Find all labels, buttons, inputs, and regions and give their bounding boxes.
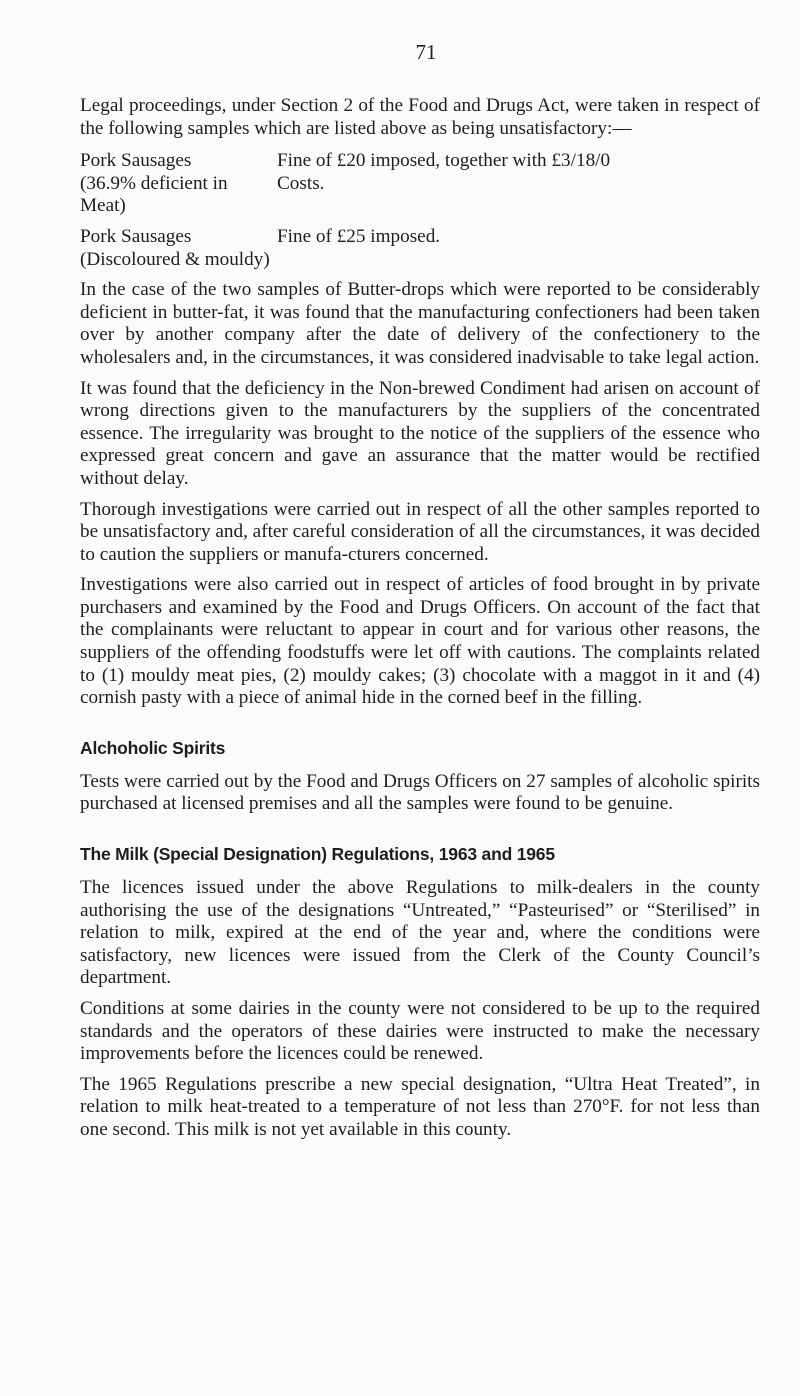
legal-proceedings-list <box>80 150 760 271</box>
sample-detail: (Discoloured & mouldy) <box>80 248 270 270</box>
sample-entry <box>80 150 760 218</box>
milk-regulations-heading: The Milk (Special Designation) Regulations, 1963 and 1965 <box>80 844 555 865</box>
document-page <box>80 40 760 1150</box>
sample-outcome: Fine of £20 imposed, together with £3/18/0 <box>277 150 611 172</box>
dairies-paragraph: Conditions at some dairies in the county were not considered to be up to the required standards and the operators of these dairies were instructed to make the necessary improvements before the licences could be renewed. <box>80 998 760 1065</box>
butter-drops-paragraph: In the case of the two samples of Butter-drops which were reported to be considerably deficient in butter-fat, it was found that the manufacturing confectioners had been taken over by another company after the date of delivery of the confectionery to the wholesalers and, in the circumstances, it was considered inadvisable to take legal action. <box>80 279 760 368</box>
investigations-paragraph: Thorough investigations were carried out in respect of all the other samples reported to be unsatisfactory and, after careful consideration of all the circumstances, it was decided to caution the suppliers or manufa-cturers concerned. <box>80 498 760 565</box>
sample-detail: (36.9% deficient in Meat) <box>80 172 228 217</box>
milk-licences-paragraph: The licences issued under the above Regulations to milk-dealers in the county authorising the use of the designations “Untreated,” “Pasteurised” or “Sterilised” in relation to milk, expired at the end of the year and, where the conditions were satisfactory, new licences were issued from the Clerk of the County Council’s department. <box>80 877 760 989</box>
private-purchasers-paragraph: Investigations were also carried out in respect of articles of food brought in by private purchasers and examined by the Food and Drugs Officers. On account of the fact that the complainants were reluctant to appear in court and for various other reasons, the suppliers of the offending foodstuffs were let off with cautions. The complaints related to (1) mouldy meat pies, (2) mouldy cakes; (3) chocolate with a maggot in it and (4) cornish pasty with a piece of animal hide in the corned beef in the filling. <box>80 574 760 709</box>
sample-name: Pork Sausages <box>80 225 192 247</box>
page-number: 71 <box>415 40 437 64</box>
sample-outcome-cont: Costs. <box>277 172 325 194</box>
sample-entry <box>80 226 760 271</box>
sample-name: Pork Sausages <box>80 150 192 172</box>
spirits-heading: Alchoholic Spirits <box>80 737 226 758</box>
condiment-paragraph: It was found that the deficiency in the Non-brewed Condiment had arisen on account of wrong directions given to the manufacturers by the suppliers of the concentrated essence. The irregularity was brought to the notice of the suppliers of the essence who expressed great concern and gave an assurance that the matter would be rectified without delay. <box>80 377 760 489</box>
spirits-paragraph: Tests were carried out by the Food and Drugs Officers on 27 samples of alcoholic spirits purchased at licensed premises and all the samples were found to be genuine. <box>80 770 760 815</box>
intro-paragraph: Legal proceedings, under Section 2 of the Food and Drugs Act, were taken in respect of the following samples which are listed above as being unsatisfactory:— <box>80 95 760 139</box>
uht-paragraph: The 1965 Regulations prescribe a new special designation, “Ultra Heat Treated”, in relation to milk heat-treated to a temperature of not less than 270°F. for not less than one second. This milk is not yet available in this county. <box>80 1073 760 1140</box>
sample-outcome: Fine of £25 imposed. <box>277 225 441 247</box>
